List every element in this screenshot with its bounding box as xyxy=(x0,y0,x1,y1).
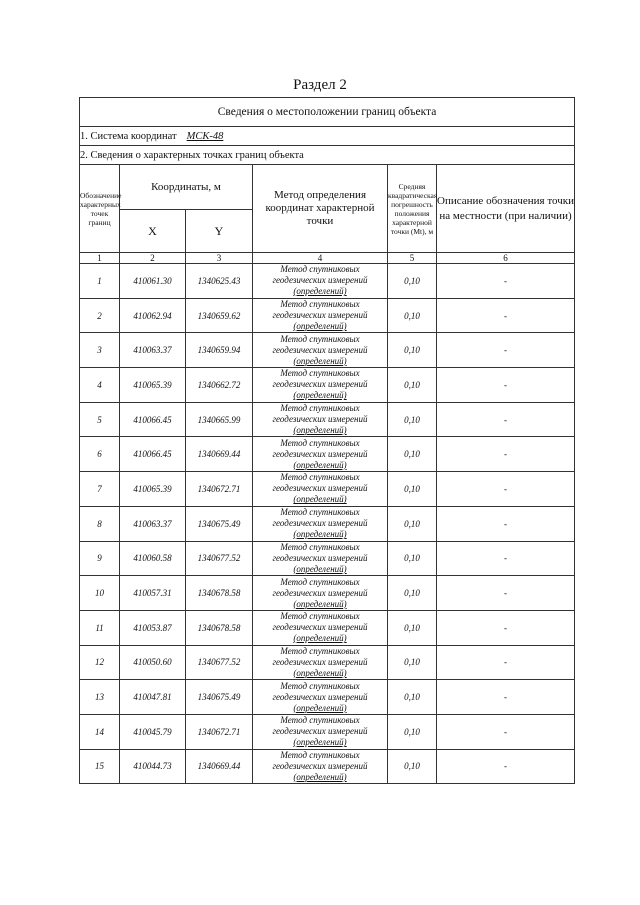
method xyxy=(253,333,388,368)
point-id: 12 xyxy=(80,645,120,680)
mt-value: 0,10 xyxy=(388,680,437,715)
header-designation: Обозначение характерных точек границ xyxy=(80,165,120,253)
point-id: 3 xyxy=(80,333,120,368)
header-coordinates: Координаты, м xyxy=(120,165,253,210)
point-description: - xyxy=(437,749,575,784)
point-description: - xyxy=(437,576,575,611)
section-title: Раздел 2 xyxy=(293,77,347,93)
point-id: 6 xyxy=(80,437,120,472)
coord-x: 410066.45 xyxy=(120,402,186,437)
coord-y: 1340659.62 xyxy=(186,298,253,333)
coord-y: 1340677.52 xyxy=(186,645,253,680)
coord-y: 1340678.58 xyxy=(186,610,253,645)
method-line: геодезических измерений xyxy=(272,344,368,355)
coord-y: 1340665.99 xyxy=(186,402,253,437)
method-line: Метод спутниковых xyxy=(280,437,360,448)
table-row xyxy=(80,333,575,368)
coord-y: 1340672.71 xyxy=(186,714,253,749)
method-line: (определений) xyxy=(293,563,347,574)
table-row xyxy=(80,714,575,749)
method-line: (определений) xyxy=(293,425,347,436)
point-description: - xyxy=(437,402,575,437)
method-line: геодезических измерений xyxy=(272,310,368,321)
coord-x: 410065.39 xyxy=(120,472,186,507)
mt-value: 0,10 xyxy=(388,610,437,645)
coord-x: 410045.79 xyxy=(120,714,186,749)
point-id: 13 xyxy=(80,680,120,715)
mt-value: 0,10 xyxy=(388,576,437,611)
coord-x: 410060.58 xyxy=(120,541,186,576)
method-line: геодезических измерений xyxy=(272,587,368,598)
coord-y: 1340677.52 xyxy=(186,541,253,576)
method xyxy=(253,541,388,576)
point-description: - xyxy=(437,645,575,680)
method xyxy=(253,472,388,507)
point-description: - xyxy=(437,368,575,403)
table-row xyxy=(80,506,575,541)
method-line: (определений) xyxy=(293,459,347,470)
column-number: 6 xyxy=(437,253,575,264)
point-id: 2 xyxy=(80,298,120,333)
point-id: 15 xyxy=(80,749,120,784)
header-x: X xyxy=(120,210,186,253)
coord-x: 410065.39 xyxy=(120,368,186,403)
method-line: геодезических измерений xyxy=(272,691,368,702)
method-line: геодезических измерений xyxy=(272,414,368,425)
method xyxy=(253,402,388,437)
column-number: 1 xyxy=(80,253,120,264)
header-error: Средняя квадратическая погрешность положения характерной точки (Mt), м xyxy=(388,165,437,253)
table-row xyxy=(80,264,575,299)
point-id: 5 xyxy=(80,402,120,437)
method xyxy=(253,506,388,541)
method-line: (определений) xyxy=(293,598,347,609)
coord-y: 1340662.72 xyxy=(186,368,253,403)
table-row xyxy=(80,645,575,680)
point-description: - xyxy=(437,264,575,299)
coord-x: 410053.87 xyxy=(120,610,186,645)
method-line: Метод спутниковых xyxy=(280,645,360,656)
column-number: 2 xyxy=(120,253,186,264)
point-id: 10 xyxy=(80,576,120,611)
method-line: геодезических измерений xyxy=(272,726,368,737)
point-description: - xyxy=(437,298,575,333)
method-line: геодезических измерений xyxy=(272,275,368,286)
method xyxy=(253,749,388,784)
table-row xyxy=(80,437,575,472)
column-number: 3 xyxy=(186,253,253,264)
coord-x: 410063.37 xyxy=(120,506,186,541)
point-description: - xyxy=(437,714,575,749)
crs-value: МСК-48 xyxy=(186,130,224,142)
coord-y: 1340675.49 xyxy=(186,506,253,541)
coord-x: 410050.60 xyxy=(120,645,186,680)
crs-row xyxy=(80,127,575,146)
coord-y: 1340672.71 xyxy=(186,472,253,507)
table-caption: Сведения о местоположении границ объекта xyxy=(80,98,575,127)
header-y: Y xyxy=(186,210,253,253)
method-line: Метод спутниковых xyxy=(280,507,360,518)
coord-y: 1340625.43 xyxy=(186,264,253,299)
mt-value: 0,10 xyxy=(388,541,437,576)
coord-y: 1340669.44 xyxy=(186,437,253,472)
mt-value: 0,10 xyxy=(388,368,437,403)
method-line: геодезических измерений xyxy=(272,656,368,667)
mt-value: 0,10 xyxy=(388,298,437,333)
table-row xyxy=(80,368,575,403)
point-description: - xyxy=(437,610,575,645)
coord-x: 410062.94 xyxy=(120,298,186,333)
table-row xyxy=(80,680,575,715)
method-line: Метод спутниковых xyxy=(280,715,360,726)
method-line: Метод спутниковых xyxy=(280,680,360,691)
caption-row xyxy=(80,98,575,127)
method-line: (определений) xyxy=(293,667,347,678)
point-id: 14 xyxy=(80,714,120,749)
method-line: Метод спутниковых xyxy=(280,541,360,552)
method-line: (определений) xyxy=(293,702,347,713)
method-line: геодезических измерений xyxy=(272,448,368,459)
point-description: - xyxy=(437,541,575,576)
method-line: Метод спутниковых xyxy=(280,611,360,622)
table-row xyxy=(80,402,575,437)
method-line: (определений) xyxy=(293,286,347,297)
method-line: (определений) xyxy=(293,633,347,644)
crs-label: 1. Система координат xyxy=(80,130,177,142)
coord-x: 410047.81 xyxy=(120,680,186,715)
table-row xyxy=(80,610,575,645)
method xyxy=(253,368,388,403)
table-row xyxy=(80,576,575,611)
column-number: 4 xyxy=(253,253,388,264)
point-id: 9 xyxy=(80,541,120,576)
mt-value: 0,10 xyxy=(388,402,437,437)
method xyxy=(253,298,388,333)
table-row xyxy=(80,472,575,507)
point-id: 11 xyxy=(80,610,120,645)
points-label: 2. Сведения о характерных точках границ объекта xyxy=(80,146,575,165)
table-row xyxy=(80,541,575,576)
coord-x: 410061.30 xyxy=(120,264,186,299)
points-label-row xyxy=(80,146,575,165)
header-row xyxy=(80,165,575,210)
mt-value: 0,10 xyxy=(388,264,437,299)
mt-value: 0,10 xyxy=(388,645,437,680)
method xyxy=(253,264,388,299)
mt-value: 0,10 xyxy=(388,714,437,749)
method-line: геодезических измерений xyxy=(272,552,368,563)
method-line: геодезических измерений xyxy=(272,379,368,390)
method xyxy=(253,610,388,645)
method-line: Метод спутниковых xyxy=(280,264,360,275)
method-line: Метод спутниковых xyxy=(280,403,360,414)
coord-x: 410044.73 xyxy=(120,749,186,784)
table-row xyxy=(80,749,575,784)
boundary-points-table xyxy=(79,97,575,784)
method-line: (определений) xyxy=(293,390,347,401)
column-numbers-row xyxy=(80,253,575,264)
mt-value: 0,10 xyxy=(388,472,437,507)
method xyxy=(253,714,388,749)
method-line: Метод спутниковых xyxy=(280,333,360,344)
point-description: - xyxy=(437,472,575,507)
method-line: Метод спутниковых xyxy=(280,368,360,379)
method-line: (определений) xyxy=(293,355,347,366)
method-line: геодезических измерений xyxy=(272,483,368,494)
method-line: Метод спутниковых xyxy=(280,576,360,587)
method-line: геодезических измерений xyxy=(272,518,368,529)
method-line: (определений) xyxy=(293,737,347,748)
method-line: (определений) xyxy=(293,529,347,540)
point-id: 4 xyxy=(80,368,120,403)
coord-x: 410066.45 xyxy=(120,437,186,472)
method-line: Метод спутниковых xyxy=(280,749,360,760)
point-description: - xyxy=(437,680,575,715)
mt-value: 0,10 xyxy=(388,437,437,472)
method-line: (определений) xyxy=(293,494,347,505)
method xyxy=(253,576,388,611)
coord-x: 410057.31 xyxy=(120,576,186,611)
coord-y: 1340659.94 xyxy=(186,333,253,368)
coord-x: 410063.37 xyxy=(120,333,186,368)
table-row xyxy=(80,298,575,333)
point-description: - xyxy=(437,437,575,472)
mt-value: 0,10 xyxy=(388,749,437,784)
method-line: геодезических измерений xyxy=(272,622,368,633)
header-method: Метод определения координат характерной точки xyxy=(253,165,388,253)
method-line: Метод спутниковых xyxy=(280,299,360,310)
mt-value: 0,10 xyxy=(388,333,437,368)
point-description: - xyxy=(437,506,575,541)
point-description: - xyxy=(437,333,575,368)
point-id: 7 xyxy=(80,472,120,507)
mt-value: 0,10 xyxy=(388,506,437,541)
method-line: Метод спутниковых xyxy=(280,472,360,483)
point-id: 8 xyxy=(80,506,120,541)
header-description: Описание обозначения точки на местности (при наличии) xyxy=(437,165,575,253)
coord-y: 1340675.49 xyxy=(186,680,253,715)
method xyxy=(253,437,388,472)
method xyxy=(253,680,388,715)
method-line: (определений) xyxy=(293,321,347,332)
coord-y: 1340678.58 xyxy=(186,576,253,611)
method-line: геодезических измерений xyxy=(272,760,368,771)
coord-y: 1340669.44 xyxy=(186,749,253,784)
point-id: 1 xyxy=(80,264,120,299)
method xyxy=(253,645,388,680)
method-line: (определений) xyxy=(293,771,347,782)
column-number: 5 xyxy=(388,253,437,264)
